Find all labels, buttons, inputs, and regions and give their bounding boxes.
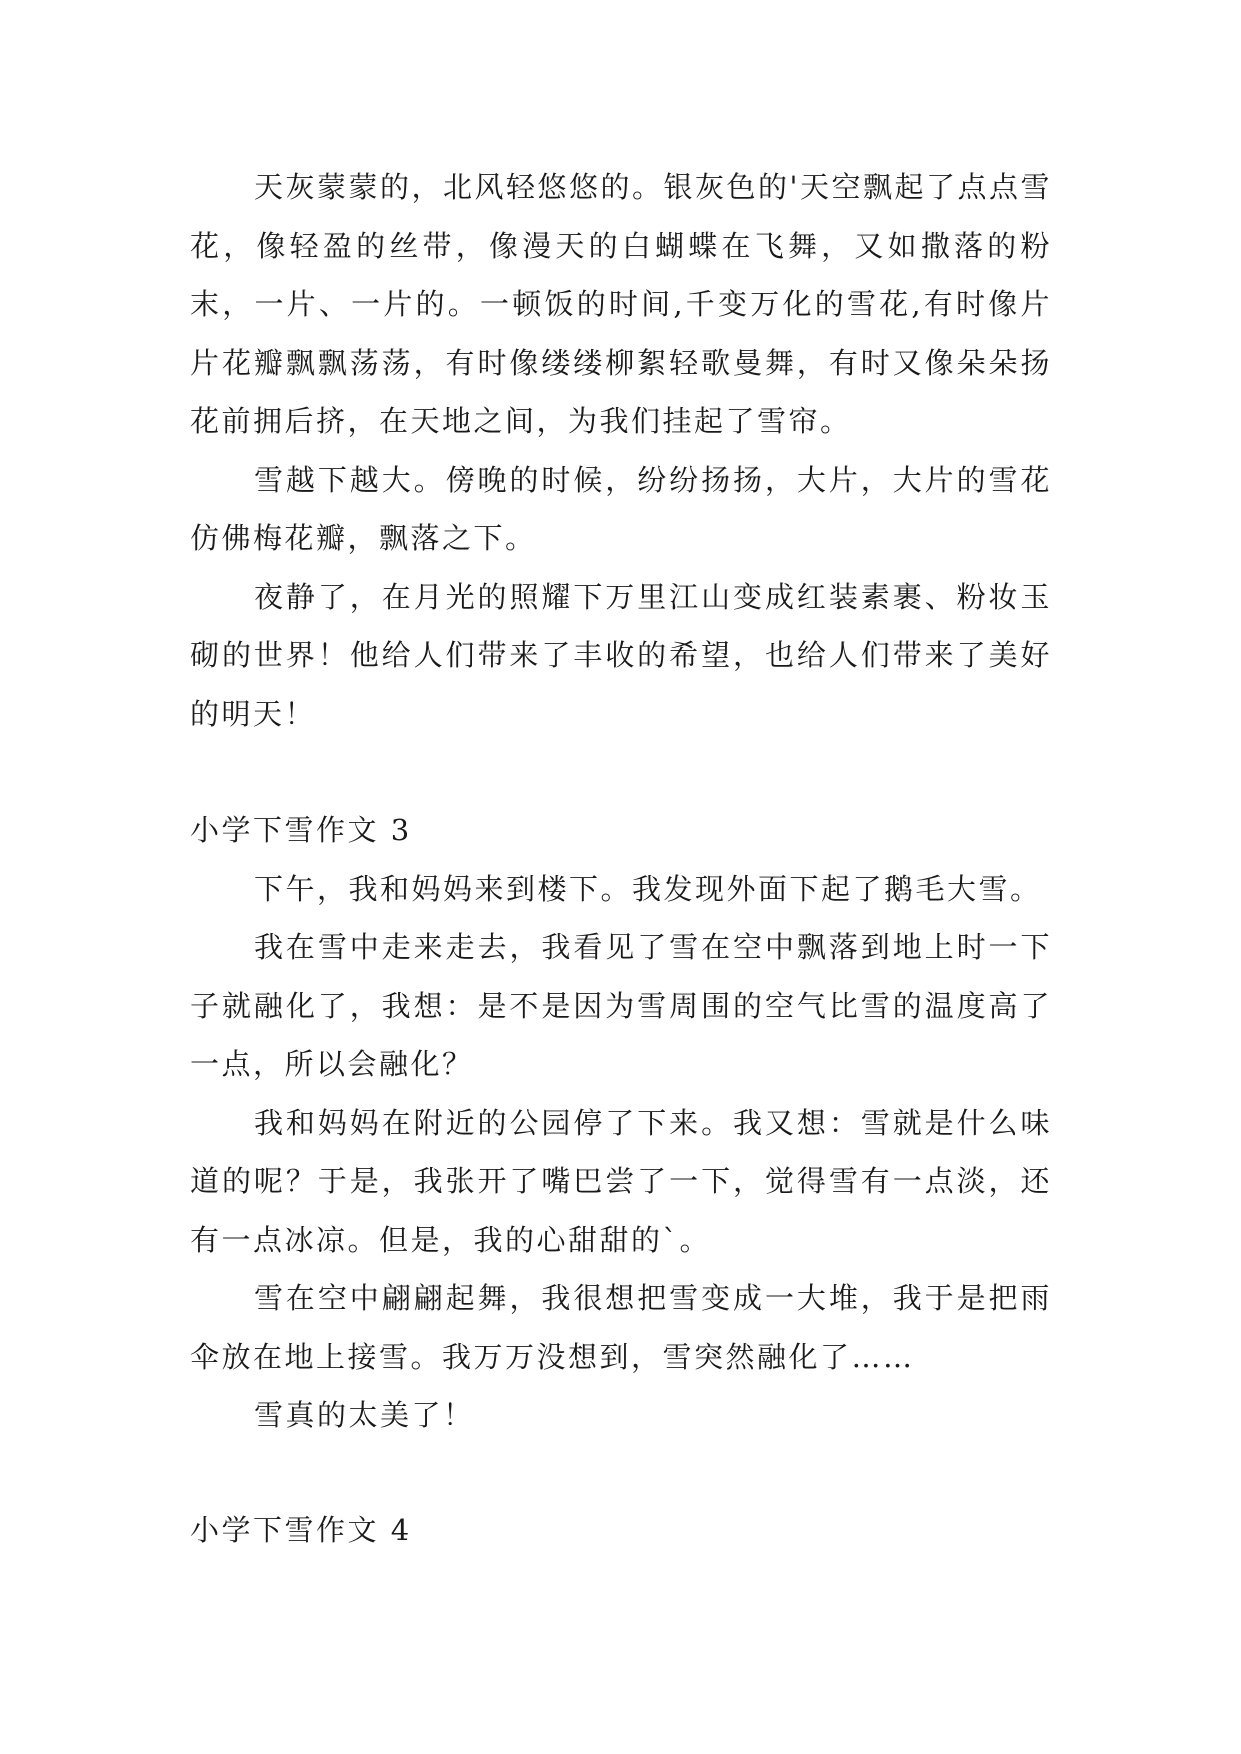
paragraph: 下午，我和妈妈来到楼下。我发现外面下起了鹅毛大雪。 [254, 871, 1042, 906]
section-spacer [190, 1445, 1052, 1501]
paragraph: 雪真的太美了！ [254, 1398, 475, 1432]
paragraph: 我和妈妈在附近的公园停了下来。我又想：雪就是什么味道的呢？于是，我张开了嘴巴尝了一下，觉得雪有一点淡，还有一点冰凉。但是，我的心甜甜的`。 [190, 1105, 1052, 1257]
paragraph: 天灰蒙蒙的，北风轻悠悠的。银灰色的'天空飘起了点点雪花，像轻盈的丝带，像漫天的白蝴蝶在飞舞，又如撒落的粉末，一片、一片的。一顿饭的时间,千变万化的雪花,有时像片片花瓣飘飘荡荡，有时像缕缕柳絮轻歌曼舞，有时又像朵朵扬花前拥后挤，在天地之间，为我们挂起了雪帘。 [190, 170, 1052, 438]
document-body [190, 158, 1052, 1559]
paragraph: 雪在空中翩翩起舞，我很想把雪变成一大堆，我于是把雨伞放在地上接雪。我万万没想到，雪突然融化了…… [190, 1281, 1052, 1374]
section-heading-4: 小学下雪作文 4 [190, 1512, 412, 1547]
paragraph: 雪越下越大。傍晚的时候，纷纷扬扬，大片，大片的雪花仿佛梅花瓣，飘落之下。 [190, 462, 1052, 555]
section-heading-3: 小学下雪作文 3 [190, 813, 412, 847]
section-spacer [190, 743, 1052, 801]
paragraph: 夜静了，在月光的照耀下万里江山变成红装素裹、粉妆玉砌的世界！他给人们带来了丰收的希望，也给人们带来了美好的明天！ [190, 579, 1052, 731]
paragraph: 我在雪中走来走去，我看见了雪在空中飘落到地上时一下子就融化了，我想：是不是因为雪周围的空气比雪的温度高了一点，所以会融化？ [190, 930, 1052, 1081]
